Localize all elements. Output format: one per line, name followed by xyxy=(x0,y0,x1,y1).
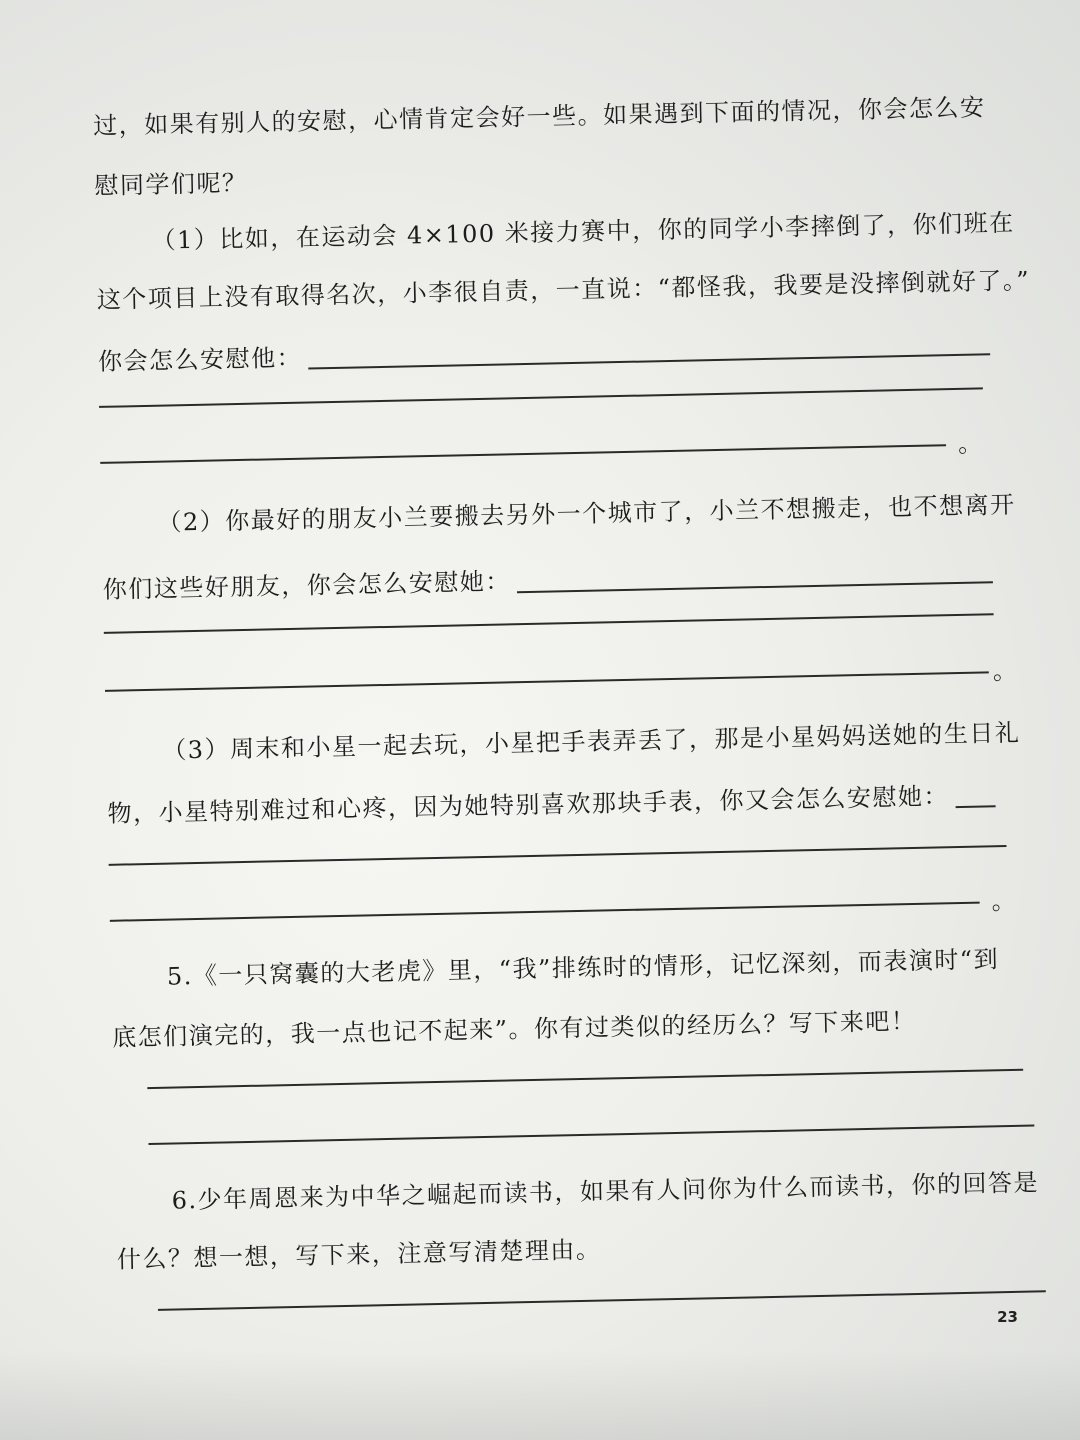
question-5-line-1: 5.《一只窝囊的大老虎》里，“我”排练时的情形，记忆深刻，而表演时“到 xyxy=(166,945,1000,991)
scenario-3-prompt: 物，小星特别难过和心疼，因为她特别喜欢那块手表，你又会怎么安慰她： xyxy=(107,782,950,828)
scenario-3-line-1: （3）周末和小星一起去玩，小星把手表弄丢了，那是小星妈妈送她的生日礼 xyxy=(161,718,1021,765)
question-5-answer-line-1[interactable] xyxy=(147,1069,1023,1089)
scenario-3-answer-line-2[interactable] xyxy=(109,845,1007,866)
scenario-3-answer-blank[interactable] xyxy=(955,803,995,808)
question-6-answer-line-1[interactable] xyxy=(158,1290,1046,1311)
scenario-1-answer-blank[interactable] xyxy=(308,351,990,369)
intro-line-1: 过，如果有别人的安慰，心情肯定会好一些。如果遇到下面的情况，你会怎么安 xyxy=(92,93,986,140)
intro-line-2: 慰同学们呢？ xyxy=(94,168,248,200)
scenario-1-prompt-row xyxy=(98,331,990,374)
question-6-line-1: 6.少年周恩来为中华之崛起而读书，如果有人问你为什么而读书，你的回答是 xyxy=(171,1168,1040,1215)
worksheet-content xyxy=(92,51,1040,1274)
page-number: 23 xyxy=(997,1308,1018,1326)
scenario-2-prompt-row xyxy=(103,559,993,602)
question-5-line-2: 底怎们演完的，我一点也记不起来”。你有过类似的经历么？写下来吧！ xyxy=(111,1006,917,1052)
scenario-1-end-mark: 。 xyxy=(957,429,983,458)
scenario-3-prompt-row xyxy=(107,783,995,826)
scenario-1-answer-line-2[interactable] xyxy=(99,387,983,408)
scenario-2-end-mark: 。 xyxy=(992,656,1018,686)
scenario-1-answer-line-3[interactable] xyxy=(100,444,946,464)
scenario-2-answer-line-2[interactable] xyxy=(104,613,994,634)
scenario-1-prompt: 你会怎么安慰他： xyxy=(97,343,303,376)
scenario-2-answer-line-3[interactable] xyxy=(105,671,989,692)
question-5-answer-line-2[interactable] xyxy=(148,1124,1034,1145)
scenario-3-answer-line-3[interactable] xyxy=(110,902,980,922)
scenario-1-line-2: 这个项目上没有取得名次，小李很自责，一直说：“都怪我，我要是没摔倒就好了。” xyxy=(96,266,1031,314)
scenario-2-answer-blank[interactable] xyxy=(517,579,993,593)
scenario-3-end-mark: 。 xyxy=(991,886,1016,916)
scenario-1-line-1: （1）比如，在运动会 4×100 米接力赛中，你的同学小李摔倒了，你们班在 xyxy=(151,208,1015,255)
scenario-2-line-1: （2）你最好的朋友小兰要搬去另外一个城市了，小兰不想搬走，也不想离开 xyxy=(157,490,1016,537)
scenario-2-prompt: 你们这些好朋友，你会怎么安慰她： xyxy=(102,567,512,604)
question-6-line-2: 什么？想一想，写下来，注意写清楚理由。 xyxy=(116,1235,602,1274)
